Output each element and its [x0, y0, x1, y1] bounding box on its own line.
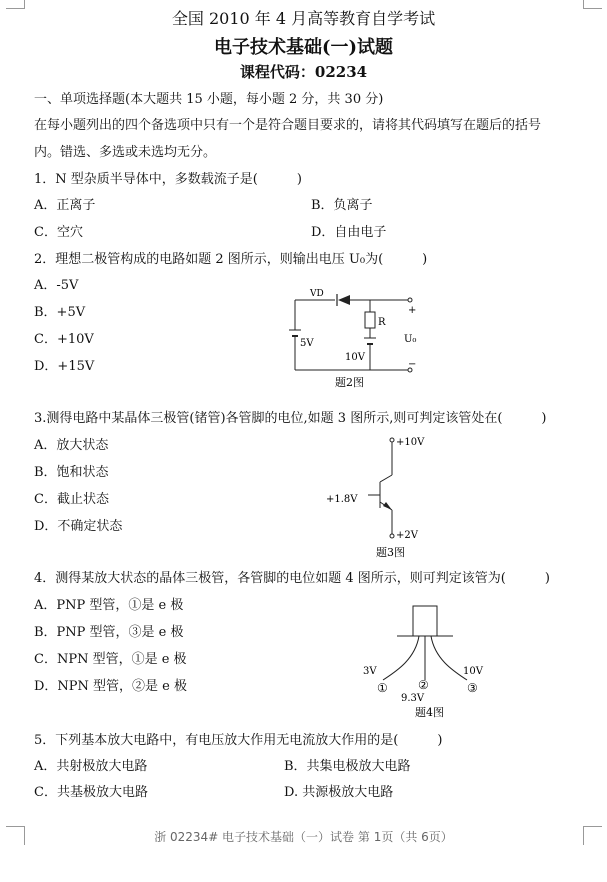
question-3-option-d: D．不确定状态	[34, 519, 123, 534]
output-terminal-top	[408, 298, 412, 302]
question-5-option-a: A．共射极放大电路	[34, 759, 148, 774]
label-5v: 5V	[300, 338, 314, 349]
battery-10v	[364, 338, 376, 344]
figure-2-diode-circuit	[280, 280, 430, 390]
question-2-option-c: C．+10V	[34, 332, 94, 347]
instructions-line-1: 在每小题列出的四个备选项中只有一个是符合题目要求的，请将其代码填写在题后的括号	[34, 118, 542, 133]
label-r: R	[378, 317, 386, 328]
label-uo: U₀	[404, 334, 417, 345]
label-pin2-voltage: 9.3V	[401, 693, 425, 704]
question-4-stem: 4．测得某放大状态的晶体三极管，各管脚的电位如题 4 图所示，则可判定该管为( )	[34, 571, 550, 586]
label-pin3-voltage: 10V	[463, 666, 483, 677]
diode-symbol	[337, 294, 350, 306]
label-minus: −	[408, 359, 417, 370]
question-2-stem: 2．理想二极管构成的电路如题 2 图所示，则输出电压 U₀为( )	[34, 252, 428, 267]
figure-4-caption: 题4图	[415, 706, 444, 719]
instructions-line-2: 内。错选、多选或未选均无分。	[34, 145, 217, 160]
emitter-terminal	[390, 534, 394, 538]
figure-3-transistor	[320, 430, 450, 560]
label-pin3: ③	[467, 681, 478, 695]
question-1-stem: 1．N 型杂质半导体中，多数载流子是( )	[34, 172, 302, 187]
label-top-voltage: +10V	[396, 437, 425, 448]
label-plus: +	[408, 305, 417, 316]
question-4-option-a: A．PNP 型管，①是 e 极	[34, 598, 184, 613]
subject-title: 电子技术基础(一)试题	[213, 37, 394, 58]
collector-terminal	[390, 438, 394, 442]
course-code: 课程代码：02234	[239, 63, 368, 81]
exam-title: 全国 2010 年 4 月高等教育自学考试	[171, 9, 436, 28]
question-3-option-c: C．截止状态	[34, 492, 109, 507]
label-pin2: ②	[418, 678, 429, 692]
label-pin1-voltage: 3V	[363, 666, 377, 677]
label-pin1: ①	[377, 681, 388, 695]
question-2-option-a: A．-5V	[34, 278, 79, 293]
page-footer: 浙 02234# 电子技术基础（一）试卷 第 1页（共 6页）	[154, 830, 453, 844]
label-vd: VD	[310, 289, 324, 299]
figure-3-caption: 题3图	[376, 546, 405, 559]
question-5-stem: 5．下列基本放大电路中，有电压放大作用无电流放大作用的是( )	[34, 733, 443, 748]
label-base-voltage: +1.8V	[326, 494, 358, 505]
section-title: 一、单项选择题(本大题共 15 小题，每小题 2 分，共 30 分)	[34, 92, 384, 107]
question-3-option-a: A．放大状态	[34, 438, 109, 453]
question-3-option-b: B．饱和状态	[34, 465, 109, 480]
question-4-option-d: D．NPN 型管，②是 e 极	[34, 679, 188, 694]
emitter-arrow	[383, 502, 392, 510]
question-1-option-d: D．自由电子	[311, 225, 387, 240]
question-1-option-c: C．空穴	[34, 225, 83, 240]
figure-2-caption: 题2图	[335, 376, 364, 389]
question-3-stem: 3.测得电路中某晶体三极管(锗管)各管脚的电位,如题 3 图所示,则可判定该管处在( )	[34, 411, 547, 426]
figure-4-transistor-package	[355, 600, 495, 720]
battery-5v	[289, 330, 301, 336]
question-2-option-b: B．+5V	[34, 305, 86, 320]
question-1-option-a: A．正离子	[34, 198, 96, 213]
label-10v: 10V	[345, 352, 365, 363]
question-5-option-d: D. 共源极放大电路	[284, 785, 394, 800]
question-5-option-b: B．共集电极放大电路	[284, 759, 411, 774]
label-bottom-voltage: +2V	[396, 530, 418, 541]
question-1-option-b: B．负离子	[311, 198, 373, 213]
question-4-option-b: B．PNP 型管，③是 e 极	[34, 625, 184, 640]
question-2-option-d: D．+15V	[34, 359, 95, 374]
question-4-option-c: C．NPN 型管，①是 e 极	[34, 652, 187, 667]
question-5-option-c: C．共基极放大电路	[34, 785, 148, 800]
